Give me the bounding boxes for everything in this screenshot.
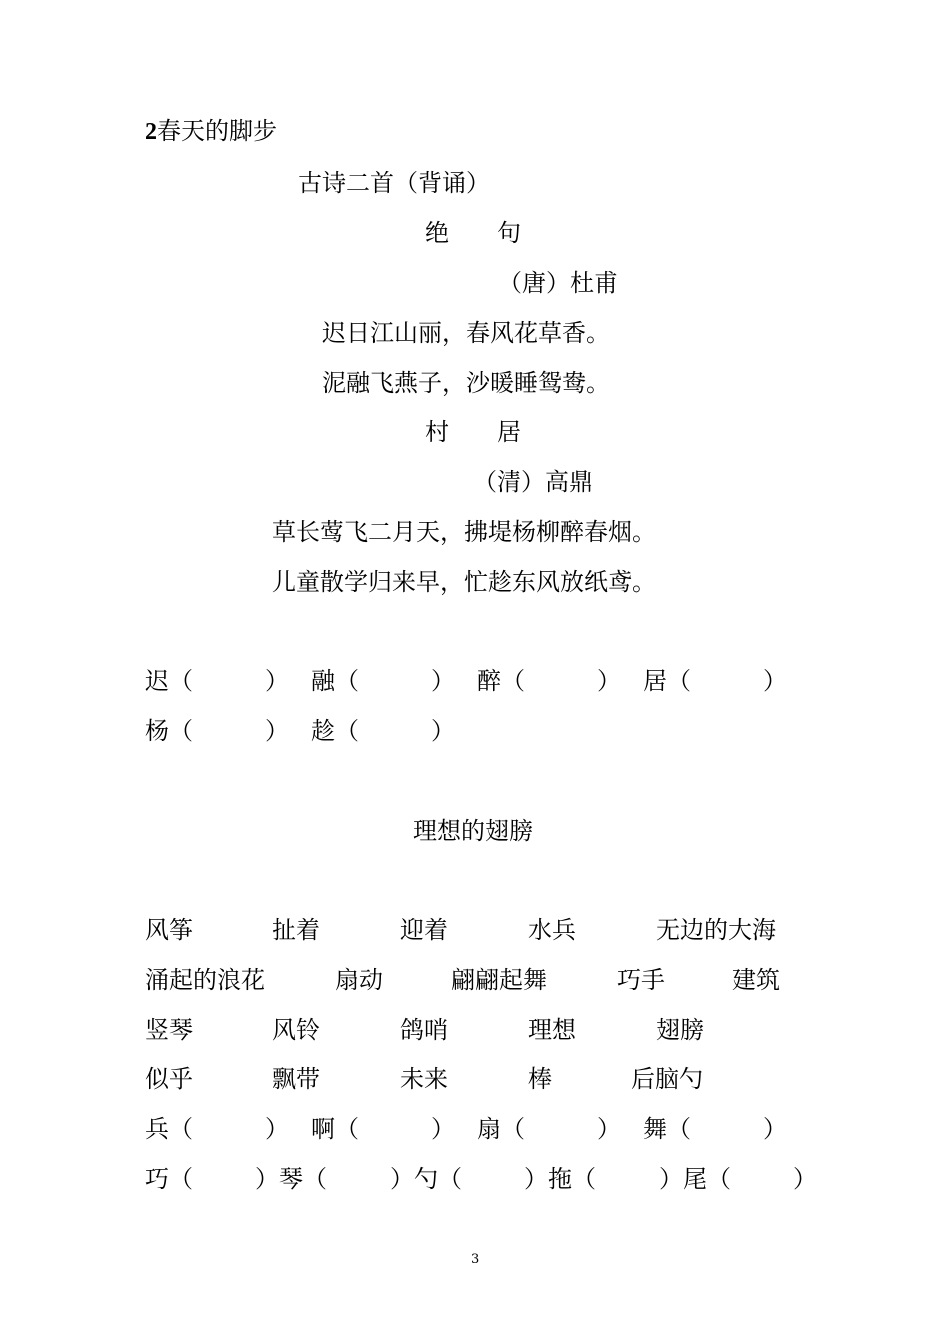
word: 无边的大海 (656, 916, 776, 944)
word: 翩翩起舞 (451, 966, 547, 994)
lesson-heading (145, 116, 277, 147)
poem2-line-1: 草长莺飞二月天，拂堤杨柳醉春烟。 (272, 518, 656, 546)
blank-prefix: 兵（ (145, 1115, 193, 1143)
blank-mid: ）勺（ (390, 1165, 462, 1193)
poem2-author: （清）高鼎 (473, 468, 593, 496)
word: 水兵 (528, 916, 576, 944)
blank-suffix: ） (265, 1115, 289, 1143)
poem1-author: （唐）杜甫 (498, 269, 618, 297)
lesson-title: 春天的脚步 (157, 117, 277, 145)
blank-prefix: 扇（ (477, 1115, 525, 1143)
blank-prefix: 醉（ (477, 667, 525, 695)
blank-prefix: 巧（ (145, 1165, 193, 1193)
word: 飘带 (272, 1065, 320, 1093)
blank-prefix: 居（ (643, 667, 691, 695)
word: 似乎 (145, 1065, 193, 1093)
blank-suffix: ） (265, 667, 289, 695)
word: 扇动 (335, 966, 383, 994)
blank-prefix: 融（ (311, 667, 359, 695)
word: 棒 (528, 1065, 552, 1093)
blank-mid: ）琴（ (255, 1165, 327, 1193)
word: 竖琴 (145, 1016, 193, 1044)
word: 未来 (400, 1065, 448, 1093)
blank-suffix: ） (265, 717, 289, 745)
word: 鸽哨 (400, 1016, 448, 1044)
word: 风筝 (145, 916, 193, 944)
blank-suffix: ） (431, 1115, 455, 1143)
word: 扯着 (272, 916, 320, 944)
word: 迎着 (400, 916, 448, 944)
word: 后脑勺 (631, 1065, 703, 1093)
essay-title: 理想的翅膀 (413, 817, 533, 845)
blank-prefix: 趁（ (311, 717, 359, 745)
blank-suffix: ） (793, 1165, 817, 1193)
page-number: 3 (471, 1252, 480, 1267)
blank-mid: ）尾（ (659, 1165, 731, 1193)
word: 涌起的浪花 (145, 966, 265, 994)
blank-suffix: ） (763, 1115, 787, 1143)
blank-prefix: 舞（ (643, 1115, 691, 1143)
blank-suffix: ） (597, 1115, 621, 1143)
poem1-line-2: 泥融飞燕子，沙暖睡鸳鸯。 (322, 369, 610, 397)
blank-suffix: ） (763, 667, 787, 695)
word: 理想 (528, 1016, 576, 1044)
poem2-line-2: 儿童散学归来早，忙趁东风放纸鸢。 (272, 568, 656, 596)
poem1-line-1: 迟日江山丽，春风花草香。 (322, 319, 610, 347)
blank-suffix: ） (431, 717, 455, 745)
poems-heading: 古诗二首（背诵） (298, 169, 490, 197)
blank-suffix: ） (597, 667, 621, 695)
word: 风铃 (272, 1016, 320, 1044)
blank-suffix: ） (431, 667, 455, 695)
lesson-number: 2 (145, 119, 157, 145)
word: 翅膀 (656, 1016, 704, 1044)
word: 巧手 (617, 966, 665, 994)
word: 建筑 (732, 966, 780, 994)
blank-prefix: 啊（ (311, 1115, 359, 1143)
poem1-title: 绝 句 (425, 219, 521, 247)
blank-mid: ）拖（ (524, 1165, 596, 1193)
blank-prefix: 迟（ (145, 667, 193, 695)
poem2-title: 村 居 (425, 418, 521, 446)
blank-prefix: 杨（ (145, 717, 193, 745)
